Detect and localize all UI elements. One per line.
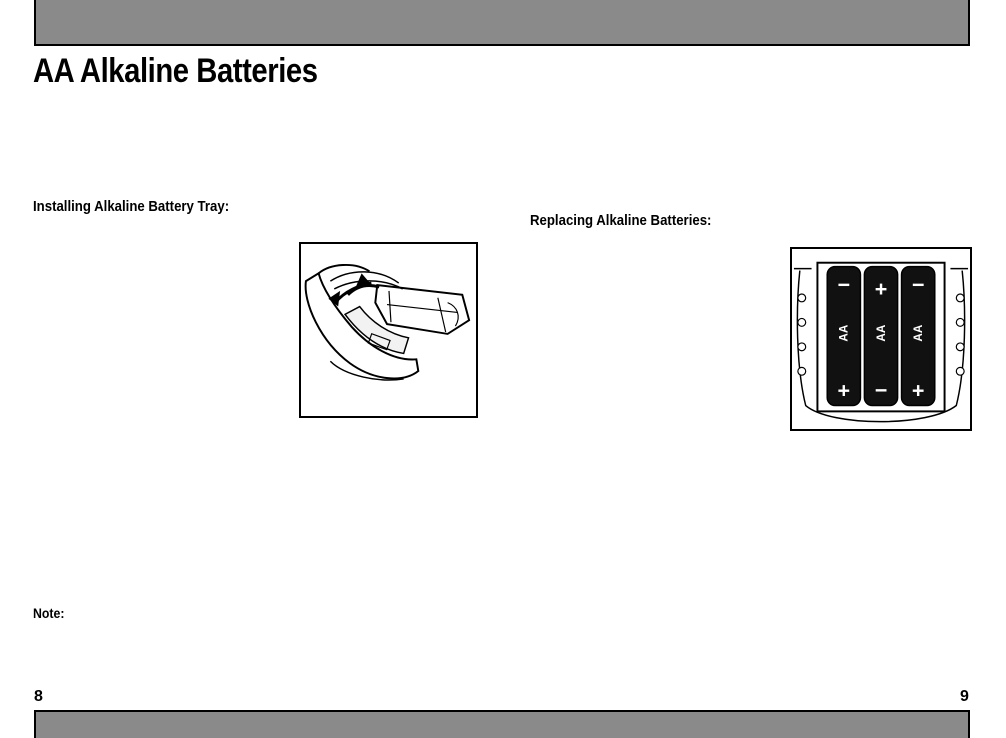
battery-compartment-icon	[792, 249, 970, 429]
svg-text:AA: AA	[837, 324, 851, 342]
battery-tray-install-icon	[301, 244, 476, 416]
battery-cell-3	[902, 267, 935, 406]
svg-text:−: −	[837, 273, 851, 298]
note-label: Note:	[33, 605, 65, 621]
header-bar	[34, 0, 970, 46]
svg-text:AA: AA	[912, 324, 926, 342]
battery-tray-figure	[299, 242, 478, 418]
page-number-left: 8	[34, 688, 43, 705]
svg-text:+: +	[911, 378, 925, 403]
battery-cell-2	[864, 267, 897, 406]
svg-text:+: +	[837, 378, 851, 403]
battery-compartment-figure	[790, 247, 972, 431]
battery-cell-1	[827, 267, 860, 406]
svg-text:AA: AA	[874, 324, 888, 342]
svg-text:+: +	[874, 276, 888, 301]
page-number-right: 9	[960, 688, 969, 705]
page-title: AA Alkaline Batteries	[33, 52, 318, 90]
footer-bar	[34, 710, 970, 738]
replacing-batteries-heading: Replacing Alkaline Batteries:	[530, 212, 712, 229]
svg-text:−: −	[911, 273, 925, 298]
svg-text:−: −	[874, 378, 888, 403]
installing-tray-heading: Installing Alkaline Battery Tray:	[33, 198, 230, 215]
